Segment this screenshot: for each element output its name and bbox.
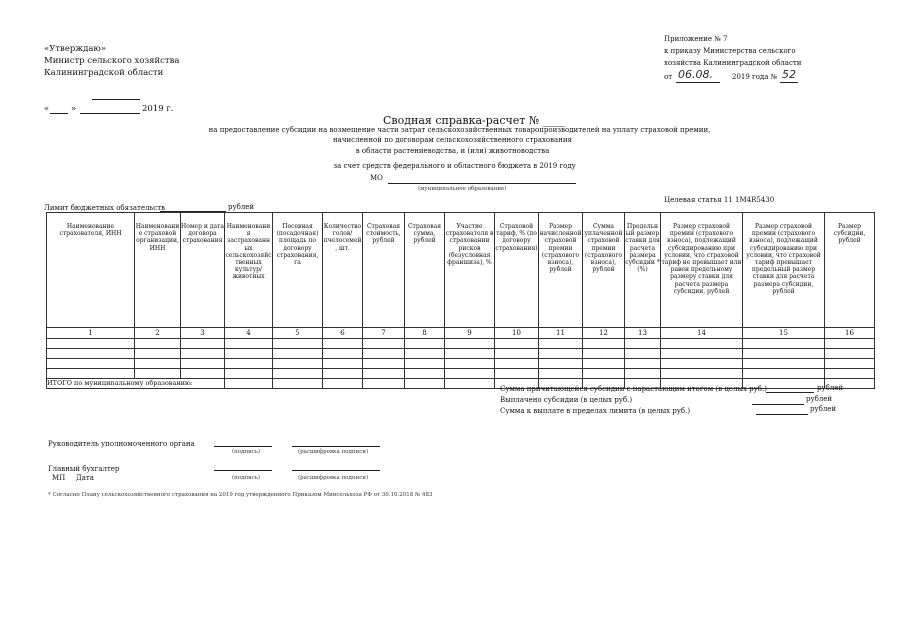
- table-header-cell: Предельный размер ставки для расчета размера субсидии * (%): [625, 213, 661, 328]
- appendix-number-handwritten: 52: [782, 68, 796, 81]
- heading-line1: на предоставление субсидии на возмещение части затрат сельскохозяйственных товаропроизводителей на уплату страховой премии,: [208, 126, 711, 134]
- table-header-cell: Наименование страхователя, ИНН: [47, 213, 135, 328]
- subsidy-table: [46, 212, 875, 389]
- table-header-cell: Посевная (посадочная) площадь по договору страхования, га: [273, 213, 323, 328]
- total-label: ИТОГО по муниципальному образованию:: [47, 379, 225, 389]
- appendix-line2: к приказу Министерства сельского: [664, 47, 796, 55]
- table-header-cell: Сумма уплаченной страховой премии (страхового взноса), рублей: [583, 213, 625, 328]
- appendix-date-prefix: от: [664, 73, 673, 81]
- table-header-cell: Размер страховой премии (страхового взноса), подлежащий субсидированию при условии, что страховой тариф превышает предельный размер ставки для расчета размера субсидии, рублей: [743, 213, 825, 328]
- table-row: [47, 369, 875, 379]
- signature-accountant-label: Главный бухгалтер: [48, 465, 120, 473]
- date-label: Дата: [76, 474, 94, 482]
- appendix-date-handwritten: 06.08.: [678, 68, 713, 81]
- decode-caption: (расшифровка подписи): [298, 449, 369, 455]
- column-number: 10: [495, 328, 539, 339]
- signature-head-line: [214, 446, 272, 447]
- summary-paid-label: Выплачено субсидии (в целых руб.): [500, 396, 633, 404]
- approval-position-line1: Министр сельского хозяйства: [44, 56, 180, 66]
- column-number: 13: [625, 328, 661, 339]
- table-header-cell: Номер и дата договора страхования: [181, 213, 225, 328]
- column-number: 12: [583, 328, 625, 339]
- approval-position-line2: Калининградской области: [44, 68, 164, 78]
- signature-head-label: Руководитель уполномоченного органа: [48, 440, 195, 448]
- document-title: Сводная справка-расчет № ____: [383, 114, 565, 127]
- column-number: 3: [181, 328, 225, 339]
- column-number: 6: [323, 328, 363, 339]
- column-number: 11: [539, 328, 583, 339]
- heading-line3: в области растениеводства, и (или) животноводства: [355, 147, 550, 155]
- date-month-line: [80, 113, 140, 114]
- approval-date-year: 2019 г.: [142, 104, 174, 114]
- column-number: 7: [363, 328, 405, 339]
- column-number: 5: [273, 328, 323, 339]
- summary-payable-line: [756, 414, 808, 415]
- table-row: [47, 359, 875, 369]
- signature-accountant-decode-line: [292, 470, 380, 471]
- column-number: 1: [47, 328, 135, 339]
- column-number: 14: [661, 328, 743, 339]
- approval-title: «Утверждаю»: [44, 44, 107, 54]
- date-day-line: [50, 113, 68, 114]
- signature-accountant-line: [214, 470, 272, 471]
- summary-accrued-unit: рублей: [817, 384, 844, 392]
- limit-label: Лимит бюджетных обязательств: [44, 204, 166, 212]
- mo-line: [388, 183, 576, 184]
- limit-unit: рублей: [228, 203, 255, 211]
- table-header-row: [47, 213, 875, 328]
- table-header-cell: Страховая стоимость, рублей: [363, 213, 405, 328]
- column-number: 8: [405, 328, 445, 339]
- column-number: 9: [445, 328, 495, 339]
- signature-caption: (подпись): [232, 475, 261, 481]
- summary-accrued-label: Сумма причитающейся субсидии с нарастающим итогом (в целых руб.): [500, 385, 767, 393]
- appendix-line1: Приложение № 7: [664, 35, 728, 43]
- decode-caption: (расшифровка подписи): [298, 475, 369, 481]
- mo-caption: (муниципальное образование): [418, 186, 507, 192]
- stamp-label: МП: [52, 474, 66, 482]
- summary-accrued-line: [766, 392, 814, 393]
- summary-paid-line: [752, 404, 804, 405]
- signature-head-decode-line: [292, 446, 380, 447]
- footnote: * Согласно Плану сельскохозяйственного страхования на 2019 год утвержденного Приказом Минсельхоза РФ от 30.10.2018 № 483: [48, 492, 433, 498]
- summary-payable-label: Сумма к выплате в пределах лимита (в целых руб.): [500, 407, 691, 415]
- column-number: 15: [743, 328, 825, 339]
- table-number-row: [47, 328, 875, 339]
- table-header-cell: Размер субсидии, рублей: [825, 213, 875, 328]
- approval-date-mid: »: [71, 104, 77, 114]
- appendix-line3: хозяйства Калининградской области: [664, 59, 802, 67]
- heading-line4: за счет средств федерального и областного бюджета в 2019 году: [333, 162, 576, 170]
- table-header-cell: Наименование страховой организации, ИНН: [135, 213, 181, 328]
- table-header-cell: Количество голов/ пчелосемей, шт.: [323, 213, 363, 328]
- table-header-cell: Наименования застрахованных сельскохозяйственных культур/ животных: [225, 213, 273, 328]
- mo-label: МО: [370, 174, 383, 182]
- signature-line: [92, 99, 140, 100]
- signature-caption: (подпись): [232, 449, 261, 455]
- table-header-cell: Страховая сумма, рублей: [405, 213, 445, 328]
- column-number: 2: [135, 328, 181, 339]
- summary-paid-unit: рублей: [806, 395, 833, 403]
- column-number: 16: [825, 328, 875, 339]
- appendix-date-line: [676, 82, 720, 83]
- summary-payable-unit: рублей: [810, 405, 837, 413]
- heading-line2: начисленной по договорам сельскохозяйственного страхования: [333, 136, 572, 144]
- column-number: 4: [225, 328, 273, 339]
- appendix-number-line: [780, 82, 798, 83]
- table-row: [47, 349, 875, 359]
- approval-date-open: «: [44, 104, 50, 114]
- table-row: [47, 339, 875, 349]
- table-header-cell: Размер страховой премии (страхового взноса), подлежащий субсидированию при условии, что страховой тариф не превышает или равен предельному размеру ставки для расчета размера субсидии, рублей: [661, 213, 743, 328]
- table-header-cell: Размер начисленной страховой премии (страхового взноса), рублей: [539, 213, 583, 328]
- appendix-date-suffix: 2019 года №: [732, 73, 778, 81]
- table-header-cell: Участие страхователя в страховании рисков (безусловная франшиза), %: [445, 213, 495, 328]
- table-header-cell: Страховой тариф, % (по договору страхования): [495, 213, 539, 328]
- target-article: Целевая статья 11 1М4R5430: [664, 196, 775, 204]
